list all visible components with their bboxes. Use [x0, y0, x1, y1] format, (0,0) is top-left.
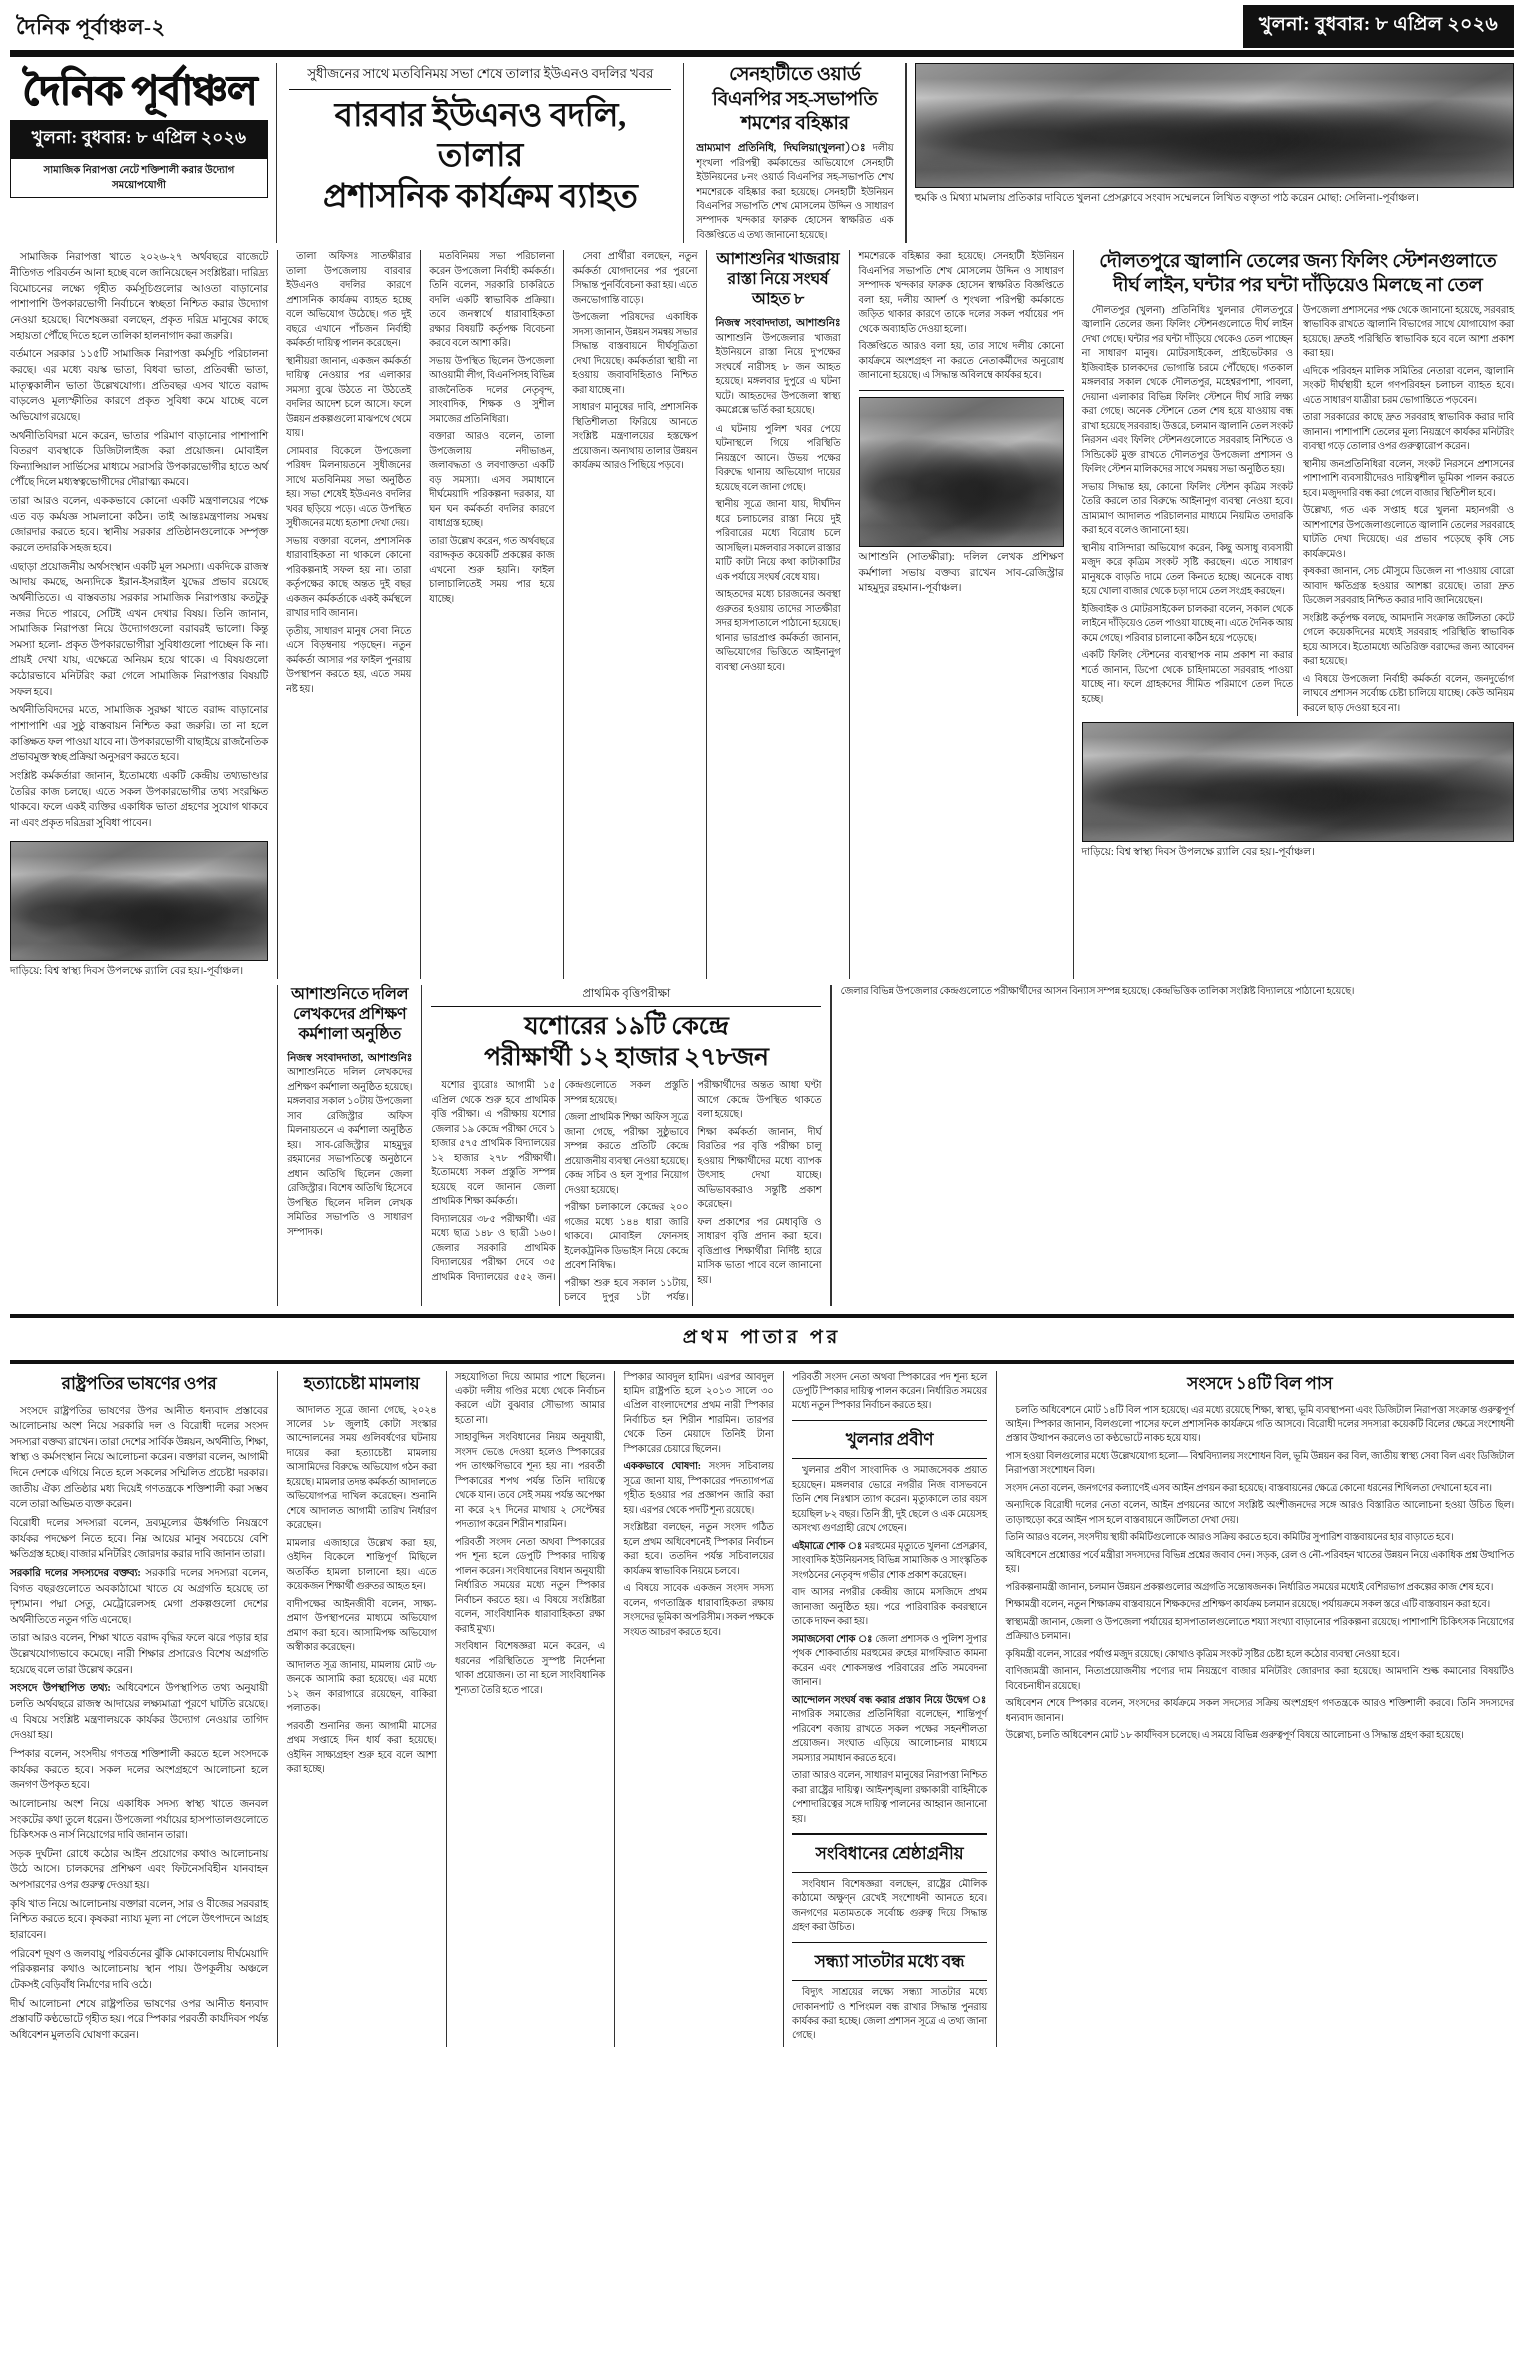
- health-day-rally-photo: [10, 841, 268, 961]
- folio-date-badge: খুলনা: বুধবার: ৮ এপ্রিল ২০২৬: [1243, 5, 1514, 48]
- column-divider: [276, 63, 277, 243]
- col-continuation-b: [624, 1371, 774, 2047]
- khulna-news-intro: পরিবর্তী সংসদ নেতা অথবা স্পিকারের পদ শূন্য হলে ডেপুটি স্পিকার দায়িত্ব পালন করেন। নির্ধারিত সময়ের মধ্যে নতুন স্পিকার নির্বাচন করতে হয়।: [792, 1371, 987, 1412]
- senhati-byline: ভ্রাম্যমাণ প্রতিনিধি, দিঘলিয়া(খুলনা)ঃ: [696, 143, 866, 155]
- column-divider: [996, 1371, 997, 2047]
- dolil-byline: নিজস্ব সংবাদদাতা, আশাশুনিঃ: [287, 1052, 413, 1064]
- column-divider: [421, 985, 422, 1306]
- lead-story: [285, 63, 675, 243]
- president-speech-head: রাষ্ট্রপতির ভাষণের ওপর: [61, 1373, 217, 1393]
- khajra-text: আশাশুনি উপজেলার খাজরা ইউনিয়নে রাস্তা নিয়ে দু'পক্ষের সংঘর্ষে নারীসহ ৮ জন আহত হয়েছে। মঙ্গলবার দুপুরে এ ঘটনা ঘটে। আহতদের উপজেলা স্বাস্থ্য কমপ্লেক্সে ভর্তি করা হয়েছে।: [715, 332, 841, 417]
- exam-headline-1: যশোরের ১৯টি কেন্দ্রে: [524, 1012, 729, 1040]
- lead-body-a: তালা অফিসঃ সাতক্ষীরার তালা উপজেলায় বারবার ইউএনও বদলির কারণে প্রশাসনিক কার্যক্রম ব্যাহত হচ্ছে বলে অভিযোগ উঠেছে। গত দুই বছরে এখানে পাঁচজন নির্বাহী কর্মকর্তা দায়িত্ব পালন করেছেন। স্থানীয়রা জানান, একজন কর্মকর্তা দায়িত্ব নেওয়ার পর এলাকার সমস্যা বুঝে উঠতে না উঠতেই বদলির আদেশ চলে আসে। ফলে উন্নয়ন প্রকল্পগুলো মাঝপথে থেমে যায়। সোমবার বিকেলে উপজেলা পরিষদ মিলনায়তনে সুধীজনের সাথে মতবিনিময় সভা অনুষ্ঠিত হয়। সভা শেষেই ইউএনও বদলির খবর ছড়িয়ে পড়ে। এতে উপস্থিত সুধীজনের মধ্যে হতাশা দেখা দেয়। সভায় বক্তারা বলেন, প্রশাসনিক ধারাবাহিকতা না থাকলে কোনো পরিকল্পনাই সফল হয় না। তারা কর্তৃপক্ষের কাছে অন্তত দুই বছর একজন কর্মকর্তাকে একই কর্মস্থলে রাখার দাবি জানান। তৃতীয়, সাধারণ মানুষ সেবা নিতে এসে বিড়ম্বনায় পড়ছেন। নতুন কর্মকর্তা আসার পর ফাইল পুনরায় উপস্থাপন করতে হয়, এতে সময় নষ্ট হয়।: [286, 251, 412, 695]
- continuation-a-text: পরিবর্তী সংসদ নেতা অথবা স্পিকারের পদ শূন্য হলে ডেপুটি স্পিকার দায়িত্ব পালন করেন। সংবিধানের বিধান অনুযায়ী নির্ধারিত সময়ের মধ্যে নতুন স্পিকার নির্বাচন করতে হয়। এ বিষয়ে সংশ্লিষ্টরা বলেন, সাংবিধানিক ধারাবাহিকতা রক্ষা করাই মুখ্য।: [455, 1536, 605, 1635]
- folio-left-label: দৈনিক পূর্বাঞ্চল-২: [16, 15, 166, 39]
- khajra-byline: নিজস্ব সংবাদদাতা, আশাশুনিঃ: [715, 318, 841, 330]
- khajra-headline-2: রাস্তা নিয়ে সংঘর্ষ: [727, 271, 829, 289]
- col-dolil-workshop: [287, 985, 412, 1306]
- photo1-caption: হুমকি ও মিথ্যা মামলায় প্রতিকার দাবিতে খুলনা প্রেসক্লাবে সংবাদ সম্মেলনে লিখিত বক্তৃতা পাঠ করেন মোছা: সেলিনা।-পূর্বাঞ্চল।: [914, 193, 1419, 204]
- col-bills-passed: [1006, 1371, 1515, 2047]
- photo4-caption: দাড়িয়ে: বিশ্ব স্বাস্থ্য দিবস উপলক্ষে র‍্যালি বের হয়।-পূর্বাঞ্চল।: [1081, 847, 1315, 859]
- fuel-headline-1: দৌলতপুরে জ্বালানি তেলের জন্য ফিলিং স্টেশনগুলাতে: [1099, 251, 1497, 273]
- khulna-prabin-lead: খুলনার প্রবীণ সাংবাদিক ও সমাজসেবক প্রয়াত হয়েছেন। মঙ্গলবার ভোরে নগরীর নিজ বাসভবনে তিনি শেষ নিঃশ্বাস ত্যাগ করেন। মৃত্যুকালে তার বয়স হয়েছিল ৮২ বছর। তিনি স্ত্রী, দুই ছেলে ও এক মেয়েসহ অসংখ্য গুণগ্রাহী রেখে গেছেন।: [792, 1465, 987, 1535]
- photo2-caption: দাড়িয়ে: বিশ্ব স্বাস্থ্য দিবস উপলক্ষে র‍্যালি বের হয়।-পূর্বাঞ্চল।: [10, 965, 243, 977]
- workshop-photo: [859, 397, 1064, 547]
- mid-substories: [10, 985, 1514, 1306]
- masthead-kicker: সামাজিক নিরাপত্তা নেটে শক্তিশালী করার উদ্যোগ সময়োপযোগী: [10, 159, 268, 198]
- shop-closing-body: বিদ্যুৎ সাশ্রয়ের লক্ষ্যে সন্ধ্যা সাতটার মধ্যে দোকানপাট ও শপিংমল বন্ধ রাখার সিদ্ধান্ত পুনরায় কার্যকর করা হচ্ছে। জেলা প্রশাসন সূত্রে এ তথ্য জানা গেছে।: [792, 1987, 987, 2042]
- bills-passed-head: সংসদে ১৪টি বিল পাস: [1187, 1373, 1333, 1393]
- bills-passed-body: চলতি অধিবেশনে মোট ১৪টি বিল পাস হয়েছে। এর মধ্যে রয়েছে শিক্ষা, স্বাস্থ্য, ভূমি ব্যবস্থাপনা এবং ডিজিটাল নিরাপত্তা সংক্রান্ত গুরুত্বপূর্ণ আইন। স্পিকার জানান, বিলগুলো পাসের ফলে প্রশাসনিক কার্যক্রমে গতি আসবে। বিরোধী দলের সদস্যরা কয়েকটি বিলের ক্ষেত্রে সংশোধনী প্রস্তাব উত্থাপন করলেও তা কণ্ঠভোটে নাকচ হয়ে যায়। পাস হওয়া বিলগুলোর মধ্যে উল্লেখযোগ্য হলো— বিশ্ববিদ্যালয় সংশোধন বিল, ভূমি উন্নয়ন কর বিল, জাতীয় স্বাস্থ্য সেবা বিল এবং ডিজিটাল নিরাপত্তা সংশোধন বিল। সংসদ নেতা বলেন, জনগণের কল্যাণেই এসব আইন প্রণয়ন করা হয়েছে। বাস্তবায়নের ক্ষেত্রে কোনো ধরনের শিথিলতা দেখানো হবে না। অন্যদিকে বিরোধী দলের নেতা বলেন, আইন প্রণয়নের আগে সংশ্লিষ্ট অংশীজনদের সঙ্গে আরও বিস্তারিত আলোচনা হওয়া উচিত ছিল। তাড়াহুড়ো করে আইন পাস হলে বাস্তবায়নে জটিলতা দেখা দেয়। তিনি আরও বলেন, সংসদীয় স্থায়ী কমিটিগুলোকে আরও সক্রিয় করতে হবে। কমিটির সুপারিশ বাস্তবায়নের হার বাড়াতে হবে। অধিবেশনে প্রশ্নোত্তর পর্বে মন্ত্রীরা সদস্যদের বিভিন্ন প্রশ্নের জবাব দেন। সড়ক, রেল ও নৌ-পরিবহন খাতের উন্নয়ন নিয়ে একাধিক প্রশ্ন উত্থাপিত হয়। পরিকল্পনামন্ত্রী জানান, চলমান উন্নয়ন প্রকল্পগুলোর অগ্রগতি সন্তোষজনক। নির্ধারিত সময়ের মধ্যেই বেশিরভাগ প্রকল্পের কাজ শেষ হবে। শিক্ষামন্ত্রী বলেন, নতুন শিক্ষাক্রম বাস্তবায়নে শিক্ষকদের প্রশিক্ষণ কার্যক্রম চলমান রয়েছে। পর্যায়ক্রমে সকল স্তরে এটি বাস্তবায়ন করা হবে। স্বাস্থ্যমন্ত্রী জানান, জেলা ও উপজেলা পর্যায়ের হাসপাতালগুলোতে শয্যা সংখ্যা বাড়ানোর পরিকল্পনা রয়েছে। পাশাপাশি চিকিৎসক নিয়োগের প্রক্রিয়াও চলমান। কৃষিমন্ত্রী বলেন, সারের পর্যাপ্ত মজুদ রয়েছে। কোথাও কৃত্রিম সংকট সৃষ্টির চেষ্টা হলে কঠোর ব্যবস্থা নেওয়া হবে। বাণিজ্যমন্ত্রী জানান, নিত্যপ্রয়োজনীয় পণ্যের দাম নিয়ন্ত্রণে বাজার মনিটরিং জোরদার করা হয়েছে। আমদানি শুল্ক কমানোর বিষয়টিও বিবেচনাধীন রয়েছে। অধিবেশন শেষে স্পিকার বলেন, সংসদের কার্যক্রমে সকল সদস্যের সক্রিয় অংশগ্রহণ গণতন্ত্রকে আরও শক্তিশালী করবে। তিনি সদস্যদের ধন্যবাদ জানান। উল্লেখ্য, চলতি অধিবেশন মোট ১৮ কার্যদিবস চলেছে। এ সময়ে বিভিন্ন গুরুত্বপূর্ণ বিষয়ে আলোচনা ও সিদ্ধান্ত গ্রহণ করা হয়েছে।: [1005, 1404, 1514, 1742]
- senhati-body: [696, 141, 893, 243]
- fuel-lead-para: দৌলতপুর (খুলনা) প্রতিনিধিঃ খুলনার দৌলতপুরে জ্বালানি তেলের জন্য ফিলিং স্টেশনগুলোতে দীর্ঘ লাইন দেখা গেছে। ঘন্টার পর ঘন্টা দাঁড়িয়ে থেকেও তেল পাচ্ছেন না সাধারণ মানুষ। মোটরসাইকেল, প্রাইভেটকার ও ইজিবাইক চালকদের ভোগান্তি চরমে পৌঁছেছে। গতকাল মঙ্গলবার সকাল থেকে দৌলতপুর, মহেশ্বরপাশা, পাবলা, দেয়ানা এলাকার বিভিন্ন ফিলিং স্টেশনে দীর্ঘ সারি লক্ষ্য করা গেছে। অনেক স্টেশনে তেল শেষ হয়ে যাওয়ায় বন্ধ রাখা হয়েছে সরবরাহ। উত্তরে, চলমান জ্বালানি তেল সংকট নিরসন এবং ফিলিং স্টেশনগুলোতে সরবরাহ নিশ্চিতে ও সিন্ডিকেট মুক্ত রাখতে দৌলতপুর উপজেলা প্রশাসন ও ফিলিং স্টেশন মালিকদের সাথে সমন্বয় সভা অনুষ্ঠিত হয়।: [1081, 304, 1293, 476]
- continuation-band: [10, 1314, 1514, 1364]
- continuation-b-body: স্পিকার আবদুল হামিদ। এরপর আবদুল হামিদ রাষ্ট্রপতি হলে ২০১৩ সালে ৩০ এপ্রিল বাংলাদেশের প্রথম নারী স্পিকার নির্বাচিত হন শিরীন শারমিন। তারপর থেকে তিন মেয়াদে তিনিই টানা স্পিকারের চেয়ারে ছিলেন। এককভাবে ঘোষণা: সংসদ সচিবালয় সূত্রে জানা যায়, স্পিকারের পদত্যাগপত্র গৃহীত হওয়ার পর প্রজ্ঞাপন জারি করা হয়। এরপর থেকে পদটি শূন্য রয়েছে। সংশ্লিষ্টরা বলছেন, নতুন সংসদ গঠিত হলে প্রথম অধিবেশনেই স্পিকার নির্বাচন করা হবে। ততদিন পর্যন্ত সচিবালয়ের কার্যক্রম স্বাভাবিক নিয়মে চলবে। এ বিষয়ে সাবেক একজন সংসদ সদস্য বলেন, গণতান্ত্রিক ধারাবাহিকতা রক্ষায় সংসদের ভূমিকা অপরিসীম। সকল পক্ষকে সংযত আচরণ করতে হবে।: [623, 1371, 774, 1638]
- column-divider: [277, 985, 278, 1306]
- lead-headline-line1: বারবার ইউএনও বদলি, তালার: [334, 98, 626, 175]
- rally-group-photo: [1082, 722, 1514, 842]
- masthead-zone: [10, 63, 1514, 243]
- exam-lead-para: যশোর ব্যুরোঃ আগামী ১৫ এপ্রিল থেকে শুরু হবে প্রাথমিক বৃত্তি পরীক্ষা। এ পরীক্ষায় যশোর জেলার ১৯ কেন্দ্রে পরীক্ষা দেবে ১ হাজার ৫৭৫ প্রাথমিক বিদ্যালয়ের ১২ হাজার ২৭৮ পরীক্ষার্থী। ইতোমধ্যে সকল প্রস্তুতি সম্পন্ন হয়েছে বলে জানান জেলা প্রাথমিক শিক্ষা কর্মকর্তা।: [431, 1080, 556, 1208]
- column-divider: [830, 985, 831, 1306]
- social-safety-body: সামাজিক নিরাপত্তা খাতে ২০২৬-২৭ অর্থবছরে বাজেটে নীতিগত পরিবর্তন আনা হচ্ছে বলে জানিয়েছেন সংশ্লিষ্টরা। দারিদ্র্য বিমোচনের লক্ষ্যে গৃহীত কর্মসূচিগুলোর আওতা বাড়ানোর পাশাপাশি উপকারভোগী নির্বাচনে স্বচ্ছতা নিশ্চিত করার উদ্যোগ নেওয়া হয়েছে। বিশেষজ্ঞরা বলছেন, প্রকৃত দরিদ্র মানুষের কাছে সহায়তা পৌঁছে দিতে হলে তালিকা হালনাগাদ করা জরুরি। বর্তমানে সরকার ১১৫টি সামাজিক নিরাপত্তা কর্মসূচি পরিচালনা করছে। এর মধ্যে বয়স্ক ভাতা, বিধবা ভাতা, প্রতিবন্ধী ভাতা, মাতৃত্বকালীন ভাতা উল্লেখযোগ্য। প্রতিবছর এসব খাতে বরাদ্দ বাড়লেও মূল্যস্ফীতির কারণে প্রকৃত সুবিধা কমে যাচ্ছে বলে অভিযোগ রয়েছে। অর্থনীতিবিদরা মনে করেন, ভাতার পরিমাণ বাড়ানোর পাশাপাশি বিতরণ ব্যবস্থাকে ডিজিটালাইজ করা প্রয়োজন। মোবাইল ফিন্যান্সিয়াল সার্ভিসের মাধ্যমে সরাসরি উপকারভোগীর হাতে অর্থ পৌঁছে দিলে মধ্যস্বত্বভোগীদের দৌরাত্ম্য কমবে। তারা আরও বলেন, এককভাবে কোনো একটি মন্ত্রণালয়ের পক্ষে এত বড় কর্মযজ্ঞ সামলানো কঠিন। তাই আন্তঃমন্ত্রণালয় সমন্বয় জোরদার করতে হবে। স্থানীয় সরকার প্রতিষ্ঠানগুলোকে সম্পৃক্ত করলে তদারকি সহজ হবে। এছাড়া প্রয়োজনীয় অর্থসংস্থান একটি মূল সমস্যা। একদিকে রাজস্ব আদায় কমছে, অন্যদিকে ইরান-ইসরাইল যুদ্ধের প্রভাব রয়েছে অর্থনীতিতে। এ বাস্তবতায় সরকার সামাজিক নিরাপত্তায় কতটুকু নজর দিতে পারবে, সেটিই এখন দেখার বিষয়। তিনি জানান, সামাজিক নিরাপত্তা নিয়ে উদ্যোগগুলো বরাবরই ভালো। কিন্তু সমস্যা হলো- প্রকৃত উপকারভোগীরা সুবিধাগুলো পাচ্ছেন কি না। প্রায়ই দেখা যায়, এক্ষেত্রে অনিয়ম হয়ে থাকে। এ বিষয়গুলো কঠোরভাবে মনিটরিং করা গেলে সামাজিক নিরাপত্তার বিষয়টি সফল হবে। অর্থনীতিবিদদের মতে, সামাজিক সুরক্ষা খাতে বরাদ্দ বাড়ানোর পাশাপাশি এর সুষ্ঠু বাস্তবায়ন নিশ্চিত করা জরুরি। তা না হলে কাঙ্ক্ষিত ফল পাওয়া যাবে না। উপকারভোগী বাছাইয়ে রাজনৈতিক প্রভাবমুক্ত স্বচ্ছ প্রক্রিয়া অনুসরণ করতে হবে। সংশ্লিষ্ট কর্মকর্তারা জানান, ইতোমধ্যে একটি কেন্দ্রীয় তথ্যভাণ্ডার তৈরির কাজ চলছে। এতে সকল উপকারভোগীর তথ্য সংরক্ষিত থাকবে। ফলে একই ব্যক্তির একাধিক ভাতা গ্রহণের সুযোগ থাকবে না এবং প্রকৃত দরিদ্ররা সুবিধা পাবেন।: [10, 252, 268, 829]
- attempted-murder-lead: আদালত সূত্রে জানা গেছে, ২০২৪ সালের ১৮ জুলাই কোটা সংস্কার আন্দোলনের সময় গুলিবর্ষণের ঘটনায় দায়ের করা হত্যাচেষ্টা মামলায় আসামিদের বিরুদ্ধে অভিযোগ গঠন করা হয়েছে। মামলার তদন্ত কর্মকর্তা আদালতে অভিযোগপত্র দাখিল করেছেন। শুনানি শেষে আদালত আগামী তারিখ নির্ধারণ করেছেন।: [286, 1404, 437, 1532]
- dolil-body: [287, 1051, 412, 1240]
- press-conference-photo: [915, 63, 1514, 188]
- col-president-speech: [10, 1371, 268, 2047]
- col-social-safety: [10, 250, 268, 978]
- col-exam-story: [431, 985, 821, 1306]
- masthead-block: [10, 63, 268, 243]
- col-fuel-story: [1082, 250, 1514, 978]
- column-divider: [683, 63, 684, 243]
- section-separator: [859, 390, 1064, 392]
- col-continuation-a: [455, 1371, 605, 2047]
- lead-body-c: সেবা প্রার্থীরা বলছেন, নতুন কর্মকর্তা যোগদানের পর পুরনো সিদ্ধান্ত পুনর্বিবেচনা করা হয়। এতে জনভোগান্তি বাড়ে। উপজেলা পরিষদের একাধিক সদস্য জানান, উন্নয়ন সমন্বয় সভার সিদ্ধান্ত বাস্তবায়নে দীর্ঘসূত্রিতা দেখা দিয়েছে। কর্মকর্তারা স্থায়ী না হওয়ায় জবাবদিহিতাও নিশ্চিত করা যাচ্ছে না। সাধারণ মানুষের দাবি, প্রশাসনিক স্থিতিশীলতা ফিরিয়ে আনতে সংশ্লিষ্ট মন্ত্রণালয়ের হস্তক্ষেপ প্রয়োজন। অন্যথায় তালার উন্নয়ন কার্যক্রম আরও পিছিয়ে পড়বে।: [572, 251, 698, 472]
- constitution-lead: সংবিধান বিশেষজ্ঞরা বলছেন, রাষ্ট্রের মৌলিক কাঠামো অক্ষুণ্ন রেখেই সংশোধনী আনতে হবে। জনগণের মতামতকে সর্বোচ্চ গুরুত্ব দিয়ে সিদ্ধান্ত গ্রহণ করা উচিত।: [792, 1878, 987, 1934]
- mid-zone: [10, 250, 1514, 978]
- khajra-headline-1: আশাশুনির খাজরায়: [716, 251, 840, 269]
- senhati-headline: সেনহাটীতে ওয়ার্ড বিএনপির সহ-সভাপতি শমশের বহিষ্কার: [712, 64, 878, 135]
- exam-tail-body: জেলার বিভিন্ন উপজেলার কেন্দ্রগুলোতে পরীক্ষার্থীদের আসন বিন্যাস সম্পন্ন হয়েছে। কেন্দ্রভিত্তিক তালিকা সংশ্লিষ্ট বিদ্যালয়ে পাঠানো হয়েছে।: [840, 985, 1355, 997]
- khulna-prabin-body: খুলনার প্রবীণ সাংবাদিক ও সমাজসেবক প্রয়াত হয়েছেন। মঙ্গলবার ভোরে নগরীর নিজ বাসভবনে তিনি শেষ নিঃশ্বাস ত্যাগ করেন। মৃত্যুকালে তার বয়স হয়েছিল ৮২ বছর। তিনি স্ত্রী, দুই ছেলে ও এক মেয়েসহ অসংখ্য গুণগ্রাহী রেখে গেছেন। এইমাত্রে শোক ঃ মরহুমের মৃত্যুতে খুলনা প্রেসক্লাব, সাংবাদিক ইউনিয়নসহ বিভিন্ন সামাজিক ও সাংস্কৃতিক সংগঠনের নেতৃবৃন্দ গভীর শোক প্রকাশ করেছেন। বাদ আসর নগরীর কেন্দ্রীয় জামে মসজিদে প্রথম জানাজা অনুষ্ঠিত হয়। পরে পারিবারিক কবরস্থানে তাকে দাফন করা হয়। সমাজসেবা শোক ঃ জেলা প্রশাসক ও পুলিশ সুপার পৃথক শোকবার্তায় মরহুমের রুহের মাগফিরাত কামনা করেন এবং শোকসন্তপ্ত পরিবারের প্রতি সমবেদনা জানান। আন্দোলন সংঘর্ষ বন্ধ করার প্রস্তাব নিয়ে উদ্বেগ ঃ নাগরিক সমাজের প্রতিনিধিরা বলেছেন, শান্তিপূর্ণ পরিবেশ বজায় রাখতে সকল পক্ষের সহনশীলতা প্রয়োজন। সংঘাত এড়িয়ে আলোচনার মাধ্যমে সমস্যার সমাধান করতে হবে। তারা আরও বলেন, সাধারণ মানুষের নিরাপত্তা নিশ্চিত করা রাষ্ট্রের দায়িত্ব। আইনশৃঙ্খলা রক্ষাকারী বাহিনীকে পেশাদারিত্বের সঙ্গে দায়িত্ব পালনের আহ্বান জানানো হয়।: [792, 1465, 987, 1825]
- col-lead-body-a: [286, 250, 411, 978]
- exam-kicker: প্রাথমিক বৃত্তিপরীক্ষা: [431, 985, 821, 1007]
- spacer-col: [10, 985, 268, 1306]
- column-divider: [783, 1371, 784, 2047]
- col-lead-body-c: [572, 250, 697, 978]
- fuel-body: দৌলতপুর (খুলনা) প্রতিনিধিঃ খুলনার দৌলতপুরে জ্বালানি তেলের জন্য ফিলিং স্টেশনগুলোতে দীর্ঘ লাইন দেখা গেছে। ঘন্টার পর ঘন্টা দাঁড়িয়ে থেকেও তেল পাচ্ছেন না সাধারণ মানুষ। মোটরসাইকেল, প্রাইভেটকার ও ইজিবাইক চালকদের ভোগান্তি চরমে পৌঁছেছে। গতকাল মঙ্গলবার সকাল থেকে দৌলতপুর, মহেশ্বরপাশা, পাবলা, দেয়ানা এলাকার বিভিন্ন ফিলিং স্টেশনে দীর্ঘ সারি লক্ষ্য করা গেছে। অনেক স্টেশনে তেল শেষ হয়ে যাওয়ায় বন্ধ রাখা হয়েছে সরবরাহ। উত্তরে, চলমান জ্বালানি তেল সংকট নিরসন এবং ফিলিং স্টেশনগুলোতে সরবরাহ নিশ্চিতে ও সিন্ডিকেট মুক্ত রাখতে দৌলতপুর উপজেলা প্রশাসন ও ফিলিং স্টেশন মালিকদের সাথে সমন্বয় সভা অনুষ্ঠিত হয়। সভায় সিদ্ধান্ত হয়, কোনো ফিলিং স্টেশন কৃত্রিম সংকট তৈরি করলে তার বিরুদ্ধে আইনানুগ ব্যবস্থা নেওয়া হবে। ভ্রাম্যমাণ আদালত পরিচালনার মাধ্যমে নিয়মিত তদারকি করা হবে বলেও জানানো হয়। স্থানীয় বাসিন্দারা অভিযোগ করেন, কিছু অসাধু ব্যবসায়ী মজুদ করে কৃত্রিম সংকট সৃষ্টি করছেন। এতে সাধারণ মানুষকে বাড়তি দামে তেল কিনতে হচ্ছে। অনেকে বাধ্য হয়ে খোলা বাজার থেকে চড়া দামে তেল সংগ্রহ করছেন। ইজিবাইক ও মোটরসাইকেল চালকরা বলেন, সকাল থেকে লাইনে দাঁড়িয়েও তেল পাওয়া যাচ্ছে না। এতে দৈনিক আয় কমে গেছে। পরিবার চালানো কঠিন হয়ে পড়েছে। একটি ফিলিং স্টেশনের ব্যবস্থাপক নাম প্রকাশ না করার শর্তে জানান, ডিপো থেকে চাহিদামতো সরবরাহ পাওয়া যাচ্ছে না। ফলে গ্রাহকদের সীমিত পরিমাণে তেল দিতে হচ্ছে। উপজেলা প্রশাসনের পক্ষ থেকে জানানো হয়েছে, সরবরাহ স্বাভাবিক রাখতে জ্বালানি বিভাগের সাথে যোগাযোগ করা হয়েছে। দ্রুতই পরিস্থিতি স্বাভাবিক হবে বলে আশা প্রকাশ করা হয়। এদিকে পরিবহন মালিক সমিতির নেতারা বলেন, জ্বালানি সংকট দীর্ঘস্থায়ী হলে গণপরিবহন চলাচল ব্যাহত হবে। এতে সাধারণ যাত্রীরা চরম ভোগান্তিতে পড়বেন। তারা সরকারের কাছে দ্রুত সরবরাহ স্বাভাবিক করার দাবি জানান। পাশাপাশি তেলের মূল্য নিয়ন্ত্রণে কার্যকর মনিটরিং ব্যবস্থা গড়ে তোলার ওপর গুরুত্বারোপ করেন। স্থানীয় জনপ্রতিনিধিরা বলেন, সংকট নিরসনে প্রশাসনের পাশাপাশি ব্যবসায়ীদেরও দায়িত্বশীল ভূমিকা পালন করতে হবে। মজুদদারি বন্ধ করা গেলে বাজার স্থিতিশীল হবে। উল্লেখ্য, গত এক সপ্তাহ ধরে খুলনা মহানগরী ও আশপাশের উপজেলাগুলোতে জ্বালানি তেলের সরবরাহে ঘাটতি দেখা দিয়েছে। এর প্রভাব পড়েছে কৃষি সেচ কার্যক্রমেও। কৃষকরা জানান, সেচ মৌসুমে ডিজেল না পাওয়ায় বোরো আবাদ ক্ষতিগ্রস্ত হওয়ার আশঙ্কা রয়েছে। তারা দ্রুত ডিজেল সরবরাহ নিশ্চিত করার দাবি জানিয়েছেন। সংশ্লিষ্ট কর্তৃপক্ষ বলছে, আমদানি সংক্রান্ত জটিলতা কেটে গেলে কয়েকদিনের মধ্যেই সরবরাহ পরিস্থিতি স্বাভাবিক হয়ে আসবে। ইতোমধ্যে অতিরিক্ত বরাদ্দের জন্য আবেদন করা হয়েছে। এ বিষয়ে উপজেলা নির্বাহী কর্মকর্তা বলেন, জনদুর্ভোগ লাঘবে প্রশাসন সর্বোচ্চ চেষ্টা চালিয়ে যাচ্ছে। কেউ অনিয়ম করলে ছাড় দেওয়া হবে না।: [1081, 304, 1514, 714]
- column-divider: [905, 63, 906, 243]
- bills-passed-lead: চলতি অধিবেশনে মোট ১৪টি বিল পাস হয়েছে। এর মধ্যে রয়েছে শিক্ষা, স্বাস্থ্য, ভূমি ব্যবস্থাপনা এবং ডিজিটাল নিরাপত্তা সংক্রান্ত গুরুত্বপূর্ণ আইন। স্পিকার জানান, বিলগুলো পাসের ফলে প্রশাসনিক কার্যক্রমে গতি আসবে। বিরোধী দলের সদস্যরা কয়েকটি বিলের ক্ষেত্রে সংশোধনী প্রস্তাব উত্থাপন করলেও তা কণ্ঠভোটে নাকচ হয়ে যায়।: [1005, 1404, 1514, 1445]
- column-divider: [614, 1371, 615, 2047]
- constitution-head: সংবিধানের শ্রেষ্ঠাগ্রনীয়: [792, 1841, 987, 1873]
- col-senhati-cont: [859, 250, 1064, 978]
- photo3-caption: আশাশুনি (সাতক্ষীরা): দলিল লেখক প্রশিক্ষণ কর্মশালা সভায় বক্তব্য রাখেন সাব-রেজিস্ট্রার মাহমুদুর রহমান।-পূর্বাঞ্চল।: [858, 552, 1064, 594]
- senhati-text: দলীয় শৃংখলা পরিপন্থী কর্মকান্ডের অভিযোগে সেনহাটী ইউনিয়নের ৮নং ওয়ার্ড বিএনপির সহ-সভাপতি শেখ শমশেরকে বহিষ্কার করা হয়েছে। সেনহাটী ইউনিয়ন বিএনপির সভাপতি শেখ মোসলেম উদ্দিন ও সাধারণ সম্পাদক খন্দকার ফারুক হোসেন স্বাক্ষরিত এক বিজ্ঞপ্তিতে এ তথ্য জানানো হয়েছে।: [696, 143, 894, 241]
- khajra-body: নিজস্ব সংবাদদাতা, আশাশুনিঃ আশাশুনি উপজেলার খাজরা ইউনিয়নে রাস্তা নিয়ে দু'পক্ষের সংঘর্ষে নারীসহ ৮ জন আহত হয়েছে। মঙ্গলবার দুপুরে এ ঘটনা ঘটে। আহতদের উপজেলা স্বাস্থ্য কমপ্লেক্সে ভর্তি করা হয়েছে। এ ঘটনায় পুলিশ খবর পেয়ে ঘটনাস্থলে গিয়ে পরিস্থিতি নিয়ন্ত্রণে আনে। উভয় পক্ষের বিরুদ্ধে থানায় অভিযোগ দায়ের হয়েছে বলে জানা গেছে। স্থানীয় সূত্রে জানা যায়, দীর্ঘদিন ধরে চলাচলের রাস্তা নিয়ে দুই পরিবারের মধ্যে বিরোধ চলে আসছিল। মঙ্গলবার সকালে রাস্তার মাটি কাটা নিয়ে কথা কাটাকাটির এক পর্যায়ে সংঘর্ষ বেধে যায়। আহতদের মধ্যে চারজনের অবস্থা গুরুতর হওয়ায় তাদের সাতক্ষীরা সদর হাসপাতালে পাঠানো হয়েছে। থানার ভারপ্রাপ্ত কর্মকর্তা জানান, অভিযোগের ভিত্তিতে আইনানুগ ব্যবস্থা নেওয়া হবে।: [715, 318, 841, 673]
- section-separator: [792, 1833, 987, 1835]
- exam-body: যশোর ব্যুরোঃ আগামী ১৫ এপ্রিল থেকে শুরু হবে প্রাথমিক বৃত্তি পরীক্ষা। এ পরীক্ষায় যশোর জেলার ১৯ কেন্দ্রে পরীক্ষা দেবে ১ হাজার ৫৭৫ প্রাথমিক বিদ্যালয়ের ১২ হাজার ২৭৮ পরীক্ষার্থী। ইতোমধ্যে সকল প্রস্তুতি সম্পন্ন হয়েছে বলে জানান জেলা প্রাথমিক শিক্ষা কর্মকর্তা। বিদ্যালয়ের ৩৮৫ পরীক্ষার্থী। এর মধ্যে ছাত্র ১৪৮ ও ছাত্রী ১৬০। জেলার সরকারি প্রাথমিক বিদ্যালয়ের পরীক্ষা দেবে ৩৫ প্রাথমিক বিদ্যালয়ের ৫৫২ জন। কেন্দ্রগুলোতে সকল প্রস্তুতি সম্পন্ন হয়েছে। জেলা প্রাথমিক শিক্ষা অফিস সূত্রে জানা গেছে, পরীক্ষা সুষ্ঠুভাবে সম্পন্ন করতে প্রতিটি কেন্দ্রে প্রয়োজনীয় ব্যবস্থা নেওয়া হয়েছে। কেন্দ্র সচিব ও হল সুপার নিয়োগ দেওয়া হয়েছে। পরীক্ষা চলাকালে কেন্দ্রের ২০০ গজের মধ্যে ১৪৪ ধারা জারি থাকবে। মোবাইল ফোনসহ ইলেকট্রনিক ডিভাইস নিয়ে কেন্দ্রে প্রবেশ নিষিদ্ধ। পরীক্ষা শুরু হবে সকাল ১১টায়, চলবে দুপুর ১টা পর্যন্ত। পরীক্ষার্থীদের অন্তত আধা ঘণ্টা আগে কেন্দ্রে উপস্থিত থাকতে বলা হয়েছে। শিক্ষা কর্মকর্তা জানান, দীর্ঘ বিরতির পর বৃত্তি পরীক্ষা চালু হওয়ায় শিক্ষার্থীদের মধ্যে ব্যাপক উৎসাহ দেখা যাচ্ছে। অভিভাবকরাও সন্তুষ্টি প্রকাশ করেছেন। ফল প্রকাশের পর মেধাবৃত্তি ও সাধারণ বৃত্তি প্রদান করা হবে। বৃত্তিপ্রাপ্ত শিক্ষার্থীরা নির্দিষ্ট হারে মাসিক ভাতা পাবে বলে জানানো হয়।: [431, 1080, 822, 1304]
- attempted-murder-body: আদালত সূত্রে জানা গেছে, ২০২৪ সালের ১৮ জুলাই কোটা সংস্কার আন্দোলনের সময় গুলিবর্ষণের ঘটনায় দায়ের করা হত্যাচেষ্টা মামলায় আসামিদের বিরুদ্ধে অভিযোগ গঠন করা হয়েছে। মামলার তদন্ত কর্মকর্তা আদালতে অভিযোগপত্র দাখিল করেছেন। শুনানি শেষে আদালত আগামী তারিখ নির্ধারণ করেছেন। মামলার এজাহারে উল্লেখ করা হয়, ওইদিন বিকেলে শান্তিপূর্ণ মিছিলে অতর্কিত হামলা চালানো হয়। এতে কয়েকজন শিক্ষার্থী গুরুতর আহত হন। বাদীপক্ষের আইনজীবী বলেন, সাক্ষ্য-প্রমাণ উপস্থাপনের মাধ্যমে অভিযোগ প্রমাণ করা হবে। আসামিপক্ষ অভিযোগ অস্বীকার করেছেন। আদালত সূত্র জানায়, মামলায় মোট ৩৮ জনকে আসামি করা হয়েছে। এর মধ্যে ১২ জন কারাগারে রয়েছেন, বাকিরা পলাতক। পরবর্তী শুনানির জন্য আগামী মাসের প্রথম সপ্তাহে দিন ধার্য করা হয়েছে। ওইদিন সাক্ষ্যগ্রহণ শুরু হবে বলে আশা করা হচ্ছে।: [286, 1404, 437, 1776]
- khajra-headline-3: আহত ৮: [751, 291, 804, 309]
- senhati-cont-body: শমশেরকে বহিষ্কার করা হয়েছে। সেনহাটী ইউনিয়ন বিএনপির সভাপতি শেখ মোসলেম উদ্দিন ও সাধারণ সম্পাদক খন্দকার ফারুক হোসেন স্বাক্ষরিত বিজ্ঞপ্তিতে বলা হয়, দলীয় আদর্শ ও শৃংখলা পরিপন্থী কর্মকান্ডে জড়িত থাকার কারণে তাকে দলের সকল পর্যায়ের পদ থেকে অব্যাহতি দেওয়া হলো। বিজ্ঞপ্তিতে আরও বলা হয়, তার সাথে দলীয় কোনো কার্যক্রমে অংশগ্রহণ না করতে নেতাকর্মীদের অনুরোধ জানানো হয়েছে। এ সিদ্ধান্ত অবিলম্বে কার্যকর হবে।: [858, 251, 1064, 382]
- exam-headline-2: পরীক্ষার্থী ১২ হাজার ২৭৮জন: [484, 1043, 769, 1071]
- lead-headline-line2: প্রশাসনিক কার্যক্রম ব্যাহত: [322, 178, 638, 215]
- section-separator: [792, 1942, 987, 1944]
- newspaper-title: দৈনিক পূর্বাঞ্চল: [21, 67, 257, 113]
- constitution-body: [792, 1878, 987, 1936]
- col-exam-tail: [841, 985, 1514, 1306]
- lead-kicker: সুধীজনের সাথে মতবিনিময় সভা শেষে তালার ইউএনও বদলির খবর: [289, 63, 671, 90]
- continuation-title: প্রথম পাতার পর: [682, 1326, 842, 1348]
- masthead-date: খুলনা: বুধবার: ৮ এপ্রিল ২০২৬: [10, 120, 268, 159]
- column-divider: [277, 1371, 278, 2047]
- senhati-story: [692, 63, 897, 243]
- lead-body-b: মতবিনিময় সভা পরিচালনা করেন উপজেলা নির্বাহী কর্মকর্তা। তিনি বলেন, সরকারি চাকরিতে বদলি একটি স্বাভাবিক প্রক্রিয়া। তবে জনস্বার্থে ধারাবাহিকতা রক্ষার বিষয়টি কর্তৃপক্ষ বিবেচনা করবে বলে আশা করি। সভায় উপস্থিত ছিলেন উপজেলা আওয়ামী লীগ, বিএনপিসহ বিভিন্ন রাজনৈতিক দলের নেতৃবৃন্দ, সাংবাদিক, শিক্ষক ও সুশীল সমাজের প্রতিনিধিরা। বক্তারা আরও বলেন, তালা উপজেলায় নদীভাঙন, জলাবদ্ধতা ও লবণাক্ততা একটি বড় সমস্যা। এসব সমাধানে দীর্ঘমেয়াদি পরিকল্পনা দরকার, যা ঘন ঘন কর্মকর্তা বদলির কারণে বাধাগ্রস্ত হচ্ছে। তারা উল্লেখ করেন, গত অর্থবছরে বরাদ্দকৃত কয়েকটি প্রকল্পের কাজ এখনো শুরু হয়নি। ফাইল চালাচালিতেই সময় পার হয়ে যাচ্ছে।: [429, 251, 555, 605]
- president-speech-body: সংসদে রাষ্ট্রপতির ভাষণের উপর আনীত ধন্যবাদ প্রস্তাবের আলোচনায় অংশ নিয়ে সরকারি দল ও বিরোধী দলের সংসদ সদস্যরা বক্তব্য রাখেন। তারা দেশের সার্বিক উন্নয়ন, অর্থনীতি, শিক্ষা, স্বাস্থ্য ও কর্মসংস্থান নিয়ে আলোচনা করেন। বক্তারা বলেন, আগামী দিনে দেশকে এগিয়ে নিতে হলে সকলের সম্মিলিত প্রচেষ্টা দরকার। জাতীয় ঐক্য প্রতিষ্ঠার মধ্য দিয়েই গণতন্ত্রকে শক্তিশালী করা সম্ভব বলে তারা অভিমত ব্যক্ত করেন। বিরোধী দলের সদস্যরা বলেন, দ্রব্যমূল্যের ঊর্ধ্বগতি নিয়ন্ত্রণে কার্যকর পদক্ষেপ নিতে হবে। নিম্ন আয়ের মানুষ সবচেয়ে বেশি ক্ষতিগ্রস্ত হচ্ছে। বাজার মনিটরিং জোরদার করার দাবি জানান তারা। সরকারি দলের সদস্যদের বক্তব্য: সরকারি দলের সদস্যরা বলেন, বিগত বছরগুলোতে অবকাঠামো খাতে যে অগ্রগতি হয়েছে তা দৃশ্যমান। পদ্মা সেতু, মেট্রোরেলসহ মেগা প্রকল্পগুলো দেশের অর্থনীতিতে নতুন গতি এনেছে। তারা আরও বলেন, শিক্ষা খাতে বরাদ্দ বৃদ্ধির ফলে ঝরে পড়ার হার উল্লেখযোগ্যভাবে কমেছে। নারী শিক্ষার প্রসারেও বিশেষ অগ্রগতি হয়েছে বলে তারা উল্লেখ করেন। সংসদে উপস্থাপিত তথ্য: অধিবেশনে উপস্থাপিত তথ্য অনুযায়ী চলতি অর্থবছরে রাজস্ব আদায়ের লক্ষ্যমাত্রা পূরণে ঘাটতি রয়েছে। এ বিষয়ে সংশ্লিষ্ট মন্ত্রণালয়কে কার্যকর উদ্যোগ নেওয়ার তাগিদ দেওয়া হয়। স্পিকার বলেন, সংসদীয় গণতন্ত্র শক্তিশালী করতে হলে সংসদকে কার্যকর করতে হবে। সকল দলের অংশগ্রহণে আলোচনা হলে জনগণ উপকৃত হবে। আলোচনায় অংশ নিয়ে একাধিক সদস্য স্বাস্থ্য খাতে জনবল সংকটের কথা তুলে ধরেন। উপজেলা পর্যায়ের হাসপাতালগুলোতে চিকিৎসক ও নার্স নিয়োগের দাবি জানান তারা। সড়ক দুর্ঘটনা রোধে কঠোর আইন প্রয়োগের কথাও আলোচনায় উঠে আসে। চালকদের প্রশিক্ষণ এবং ফিটনেসবিহীন যানবাহন অপসারণের ওপর গুরুত্ব দেওয়া হয়। কৃষি খাত নিয়ে আলোচনায় বক্তারা বলেন, সার ও বীজের সরবরাহ নিশ্চিত করতে হবে। কৃষকরা ন্যায্য মূল্য না পেলে উৎপাদনে আগ্রহ হারাবেন। পরিবেশ দূষণ ও জলবায়ু পরিবর্তনের ঝুঁকি মোকাবেলায় দীর্ঘমেয়াদি পরিকল্পনার কথাও আলোচনায় স্থান পায়। উপকূলীয় অঞ্চলে টেকসই বেড়িবাঁধ নির্মাণের দাবি ওঠে। দীর্ঘ আলোচনা শেষে রাষ্ট্রপতির ভাষণের ওপর আনীত ধন্যবাদ প্রস্তাবটি কণ্ঠভোটে গৃহীত হয়। পরে স্পিকার পরবর্তী কার্যদিবস পর্যন্ত অধিবেশন মুলতবি ঘোষণা করেন।: [10, 1405, 268, 2041]
- col-khajra: [715, 250, 840, 978]
- folio-bar: [10, 8, 1514, 48]
- col-lead-body-b: [429, 250, 554, 978]
- attempted-murder-head: হত্যাচেষ্টা মামলায়: [303, 1373, 420, 1393]
- section-separator: [792, 1420, 987, 1422]
- col-khulna-news: [792, 1371, 987, 2047]
- col-attempted-murder: [287, 1371, 437, 2047]
- fuel-headline-2: দীর্ঘ লাইন, ঘন্টার পর ঘন্টা দাঁড়িয়েও মিলছে না তেল: [1113, 275, 1483, 297]
- continuation-a-body: সহযোগিতা দিয়ে আমার পাশে ছিলেন। একটা দলীয় গণ্ডির মধ্যে থেকে নির্বাচন করলে এটা বুঝবার সৌভাগ্য আমার হতো না। সাহাবুদ্দিন সংবিধানের নিয়ম অনুযায়ী, সংসদ ভেঙে দেওয়া হলেও স্পিকারের পদ তাৎক্ষণিভাবে শূন্য হয় না। পরবর্তী স্পিকারের শপথ পর্যন্ত তিনি দায়িত্বে থেকে যান। তবে সেই সময় পর্যন্ত অপেক্ষা না করে ২৭ দিনের মাথায় ২ সেপ্টেম্বর পদত্যাগ করেন শিরীন শারমিন। পরিবর্তী সংসদ নেতা অথবা স্পিকারের পদ শূন্য হলে ডেপুটি স্পিকার দায়িত্ব পালন করেন। সংবিধানের বিধান অনুযায়ী নির্ধারিত সময়ের মধ্যে নতুন স্পিকার নির্বাচন করতে হয়। এ বিষয়ে সংশ্লিষ্টরা বলেন, সাংবিধানিক ধারাবাহিকতা রক্ষা করাই মুখ্য। সংবিধান বিশেষজ্ঞরা মনে করেন, এ ধরনের পরিস্থিতিতে সুস্পষ্ট নির্দেশনা থাকা প্রয়োজন। তা না হলে সাংবিধানিক শূন্যতা তৈরি হতে পারে।: [455, 1371, 605, 1696]
- dolil-headline: আশাশুনিতে দলিল লেখকদের প্রশিক্ষণ কর্মশালা অনুষ্ঠিত: [291, 985, 409, 1043]
- lower-zone: [10, 1371, 1514, 2047]
- dolil-text: আশাশুনিতে দলিল লেখকদের প্রশিক্ষণ কর্মশালা অনুষ্ঠিত হয়েছে। মঙ্গলবার সকাল ১০টায় উপজেলা সাব রেজিস্ট্রার অফিস মিলনায়তনে এ কর্মশালা অনুষ্ঠিত হয়। সাব-রেজিস্ট্রার মাহমুদুর রহমানের সভাপতিত্বে অনুষ্ঠানে প্রধান অতিথি ছিলেন জেলা রেজিস্ট্রার। বিশেষ অতিথি হিসেবে উপস্থিত ছিলেন দলিল লেখক সমিতির সভাপতি ও সাধারণ সম্পাদক।: [287, 1067, 413, 1238]
- photo1-block: [915, 63, 1514, 243]
- shop-closing-head: সন্ধ্যা সাতটার মধ্যে বন্ধ: [792, 1949, 987, 1981]
- khulna-prabin-head: খুলনার প্রবীণ: [792, 1427, 987, 1459]
- column-divider: [446, 1371, 447, 2047]
- president-speech-lead: সংসদে রাষ্ট্রপতির ভাষণের উপর আনীত ধন্যবাদ প্রস্তাবের আলোচনায় অংশ নিয়ে সরকারি দল ও বিরোধী দলের সংসদ সদস্যরা বক্তব্য রাখেন। তারা দেশের সার্বিক উন্নয়ন, অর্থনীতি, শিক্ষা, স্বাস্থ্য ও কর্মসংস্থান নিয়ে আলোচনা করেন। বক্তারা বলেন, আগামী দিনে দেশকে এগিয়ে নিতে হলে সকলের সম্মিলিত প্রচেষ্টা দরকার। জাতীয় ঐক্য প্রতিষ্ঠার মধ্য দিয়েই গণতন্ত্রকে শক্তিশালী করা সম্ভব বলে তারা অভিমত ব্যক্ত করেন।: [10, 1405, 268, 1511]
- folio-rule: [10, 50, 1514, 57]
